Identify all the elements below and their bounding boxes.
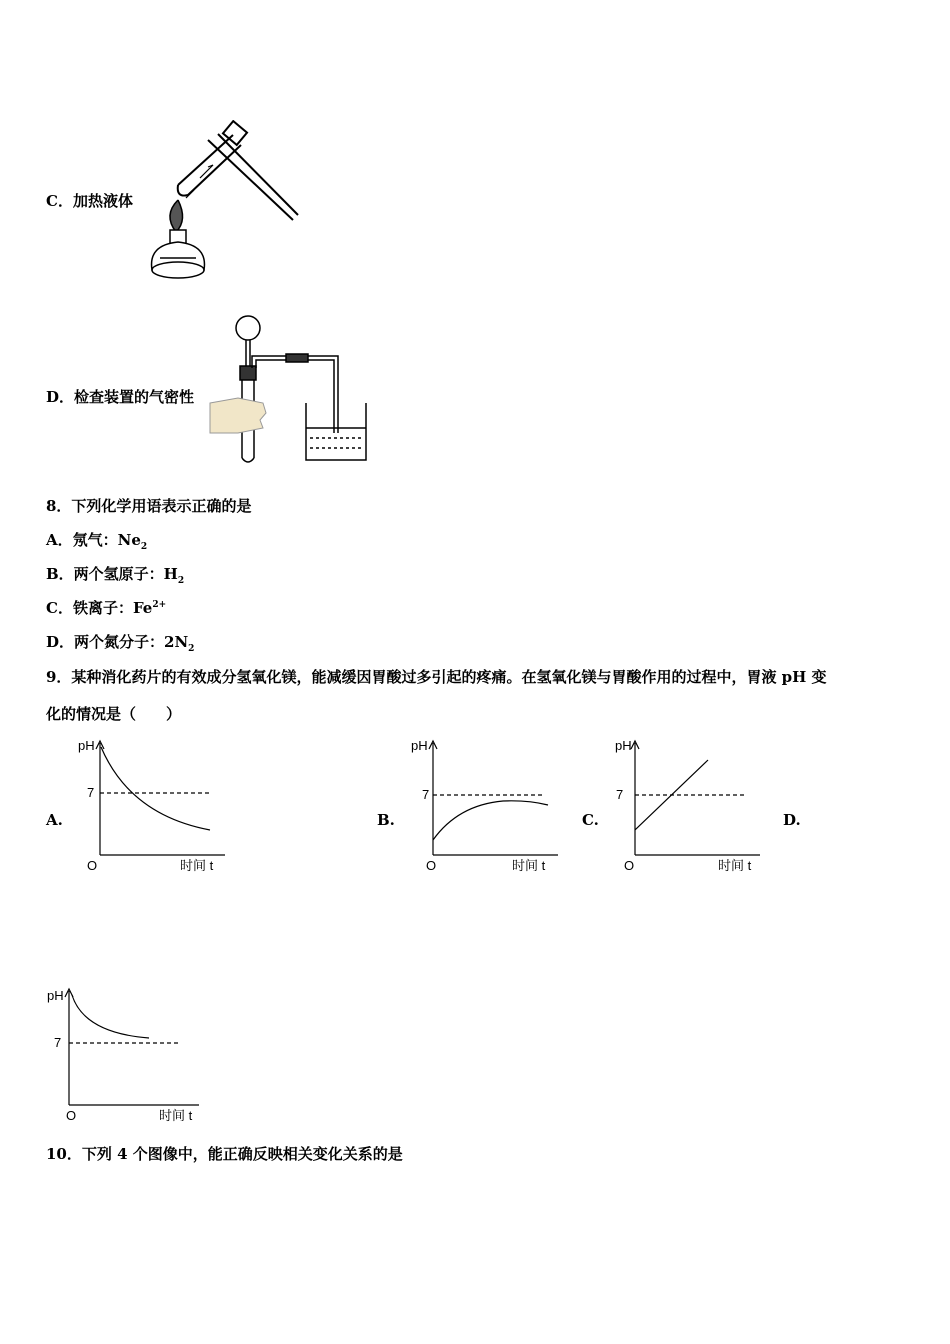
heating-liquid-figure — [138, 120, 303, 285]
graph-a-origin: O — [87, 858, 98, 873]
graph-d — [44, 983, 209, 1128]
q9-option-a: A. — [46, 811, 63, 829]
graph-b-seven: 7 — [422, 787, 430, 802]
q10-stem: 10．下列 4 个图像中，能正确反映相关变化关系的是 — [46, 1145, 403, 1163]
graph-c — [610, 735, 770, 880]
graph-b — [408, 735, 568, 880]
q9-option-c: C. — [582, 811, 599, 829]
graph-c-x-label: 时间 t — [718, 858, 752, 873]
graph-b-y-label: pH — [411, 738, 428, 753]
graph-c-seven: 7 — [616, 787, 624, 802]
graph-d-origin: O — [66, 1108, 77, 1123]
graph-b-origin: O — [426, 858, 437, 873]
airtightness-figure — [208, 308, 373, 468]
graph-a-y-label: pH — [78, 738, 95, 753]
q9-option-d: D. — [783, 811, 801, 829]
graph-a-x-label: 时间 t — [180, 858, 214, 873]
q8-option-d: D．两个氮分子：$2N_2$ — [46, 633, 195, 654]
graph-a-seven: 7 — [87, 785, 95, 800]
graph-c-origin: O — [624, 858, 635, 873]
graph-a — [75, 735, 235, 880]
q8-option-c: C．铁离子：$Fe^{2+}$ — [46, 599, 167, 617]
graph-b-curve — [433, 801, 548, 840]
option-d-label: D．检查装置的气密性 — [46, 388, 195, 406]
option-c-label: C．加热液体 — [46, 192, 133, 210]
graph-c-y-label: pH — [615, 738, 632, 753]
graph-d-seven: 7 — [54, 1035, 62, 1050]
graph-b-x-label: 时间 t — [512, 858, 546, 873]
q8-stem: 8．下列化学用语表示正确的是 — [46, 497, 252, 515]
graph-d-curve — [72, 995, 149, 1038]
q9-option-b: B. — [377, 811, 395, 829]
q8-option-b: B．两个氢原子：$H_2$ — [46, 565, 185, 586]
graph-d-x-label: 时间 t — [159, 1108, 193, 1123]
graph-a-curve — [101, 747, 210, 830]
q8-option-a: A．氖气：$Ne_2$ — [46, 531, 148, 552]
q9-stem-line2: 化的情况是（ ） — [46, 705, 182, 723]
graph-d-y-label: pH — [47, 988, 64, 1003]
q9-stem-line1: 9．某种消化药片的有效成分氢氧化镁，能减缓因胃酸过多引起的疼痛。在氢氧化镁与胃酸作用的过程中，胃液 pH 变 — [46, 668, 827, 686]
